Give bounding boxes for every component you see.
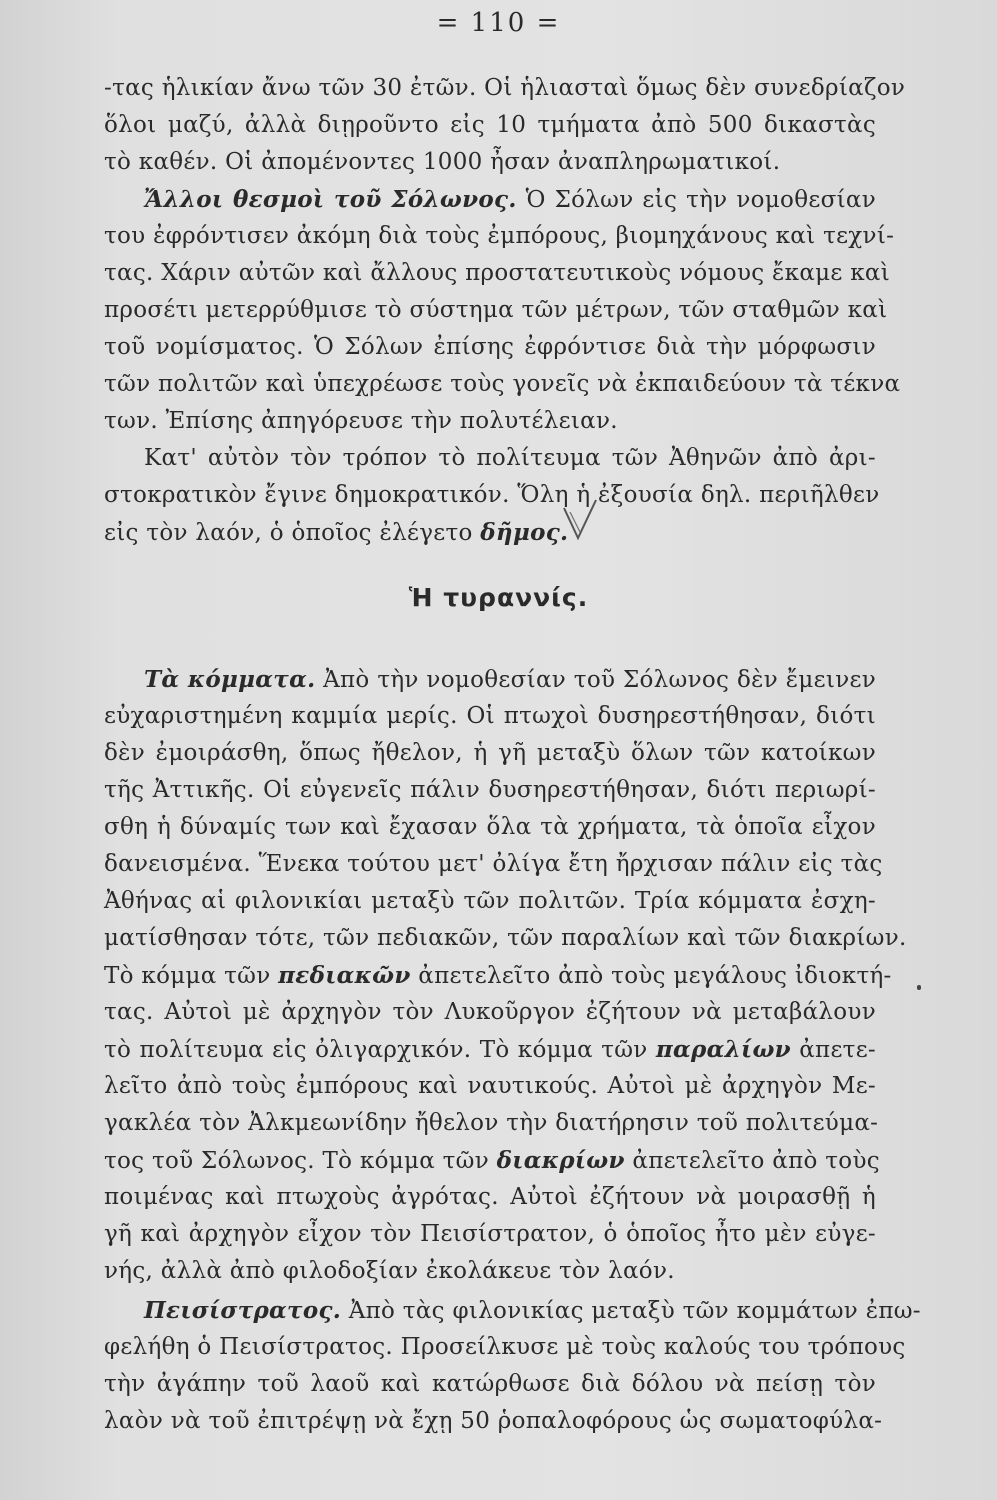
diakrion-pre: τος τοῦ Σόλωνος. Τὸ κόμμα τῶν: [104, 1148, 490, 1174]
text-line: ματίσθησαν τότε, τῶν πεδιακῶν, τῶν παραλίων καὶ τῶν διακρίων.: [104, 925, 907, 951]
text-line: ὅλοι μαζύ, ἀλλὰ διῃροῦντο εἰς 10 τμήματα ἀπὸ 500 δικαστὰς: [104, 112, 876, 138]
text-line: λεῖτο ἀπὸ τοὺς ἐμπόρους καὶ ναυτικούς. Αὐτοὶ μὲ ἀρχηγὸν Με-: [104, 1073, 876, 1099]
text-line: γῆ καὶ ἀρχηγὸν εἶχον τὸν Πεισίστρατον, ὁ ὁποῖος ἦτο μὲν εὐγε-: [104, 1221, 876, 1247]
solon-laws-first-line: [104, 181, 876, 218]
text-line: τας. Αὐτοὶ μὲ ἀρχηγὸν τὸν Λυκοῦργον ἐζήτουν νὰ μεταβάλουν: [104, 999, 876, 1025]
text-line: δὲν ἐμοιράσθη, ὅπως ἤθελον, ἡ γῆ μεταξὺ ὅλων τῶν κατοίκων: [104, 740, 876, 766]
text-line: του ἐφρόντισεν ἀκόμη διὰ τοὺς ἐμπόρους, βιομηχάνους καὶ τεχνί-: [104, 223, 895, 249]
pediakon-word: πεδιακῶν: [278, 962, 411, 989]
paralion-line: [104, 1031, 876, 1068]
peisistratos-first-text: Ἀπὸ τὰς φιλονικίας μεταξὺ τῶν κομμάτων ἐπω-: [348, 1298, 921, 1324]
text-line: δανεισμένα. Ἕνεκα τούτου μετ' ὀλίγα ἔτη ἤρχισαν πάλιν εἰς τὰς: [104, 851, 883, 877]
text-line: λαὸν νὰ τοῦ ἐπιτρέψῃ νὰ ἔχῃ 50 ῥοπαλοφόρους ὡς σωματοφύλα-: [104, 1408, 883, 1434]
text-line: των. Ἐπίσης ἀπηγόρευσε τὴν πολυτέλειαν.: [104, 408, 618, 434]
paralion-post: ἀπετε-: [799, 1037, 876, 1063]
ink-speck: [917, 985, 921, 990]
diakrion-word: διακρίων: [496, 1147, 625, 1174]
pediakon-post: ἀπετελεῖτο ἀπὸ τοὺς μεγάλους ἰδιοκτή-: [418, 963, 892, 989]
parties-first-line: [104, 661, 876, 698]
text-line: ποιμένας καὶ πτωχοὺς ἀγρότας. Αὐτοὶ ἐζήτουν νὰ μοιρασθῇ ἡ: [104, 1184, 876, 1210]
text-line: στοκρατικὸν ἔγινε δημοκρατικόν. Ὅλη ἡ ἐξουσία δηλ. περιῆλθεν: [104, 482, 880, 508]
parties-first-text: Ἀπὸ τὴν νομοθεσίαν τοῦ Σόλωνος δὲν ἔμεινεν: [323, 667, 876, 693]
top-paragraph: [104, 70, 906, 551]
democracy-last-text: εἰς τὸν λαόν, ὁ ὁποῖος ἐλέγετο: [104, 520, 473, 546]
diakrion-post: ἀπετελεῖτο ἀπὸ τοὺς: [632, 1148, 880, 1174]
text-line: σθη ἡ δύναμίς των καὶ ἔχασαν ὅλα τὰ χρήματα, τὰ ὁποῖα εἶχον: [104, 814, 876, 840]
diakrion-line: [104, 1142, 880, 1179]
text-line: Ἀθήνας αἱ φιλονικίαι μεταξὺ τῶν πολιτῶν. Τρία κόμματα ἐσχη-: [104, 888, 876, 914]
text-line: -τας ἡλικίαν ἄνω τῶν 30 ἐτῶν. Οἱ ἡλιασταὶ ὅμως δὲν συνεδρίαζον: [104, 75, 906, 101]
text-line: τοῦ νομίσματος. Ὁ Σόλων ἐπίσης ἐφρόντισε διὰ τὴν μόρφωσιν: [104, 334, 876, 360]
paralion-pre: τὸ πολίτευμα εἰς ὀλιγαρχικόν. Τὸ κόμμα τῶν: [104, 1037, 648, 1063]
text-line: Κατ' αὐτὸν τὸν τρόπον τὸ πολίτευμα τῶν Ἀθηνῶν ἀπὸ ἀρι-: [144, 445, 876, 471]
text-line: τας. Χάριν αὐτῶν καὶ ἄλλους προστατευτικοὺς νόμους ἔκαμε καὶ: [104, 260, 891, 286]
parties-heading: Τὰ κόμματα.: [144, 666, 316, 693]
text-line: εὐχαριστημένη καμμία μερίς. Οἱ πτωχοὶ δυσηρεστήθησαν, διότι: [104, 703, 876, 729]
demos-word: δῆμος.: [480, 519, 569, 546]
text-line: νής, ἀλλὰ ἀπὸ φιλοδοξίαν ἐκολάκευε τὸν λαόν.: [104, 1258, 675, 1284]
text-line: τὴν ἀγάπην τοῦ λαοῦ καὶ κατώρθωσε διὰ δόλου νὰ πείσῃ τὸν: [104, 1371, 876, 1397]
text-line: προσέτι μετερρύθμισε τὸ σύστημα τῶν μέτρων, τῶν σταθμῶν καὶ: [104, 297, 888, 323]
paralion-word: παραλίων: [655, 1036, 791, 1063]
handwritten-check-icon: [560, 498, 600, 542]
text-line: τῆς Ἀττικῆς. Οἱ εὐγενεῖς πάλιν δυσηρεστήθησαν, διότι περιωρί-: [104, 777, 876, 803]
solon-laws-heading: Ἄλλοι θεσμοὶ τοῦ Σόλωνος.: [144, 186, 517, 213]
text-line: τῶν πολιτῶν καὶ ὑπεχρέωσε τοὺς γονεῖς νὰ ἐκπαιδεύουν τὰ τέκνα: [104, 371, 901, 397]
text-line: φελήθη ὁ Πεισίστρατος. Προσείλκυσε μὲ τοὺς καλούς του τρόπους: [104, 1334, 906, 1360]
parties-paragraph: [104, 661, 921, 1440]
peisistratos-heading: Πεισίστρατος.: [144, 1297, 342, 1324]
section-title: Ἡ τυραννίς.: [408, 583, 589, 612]
text-line: τὸ καθέν. Οἱ ἀπομένοντες 1000 ἦσαν ἀναπληρωματικοί.: [104, 149, 781, 175]
page-number: = 110 =: [436, 8, 561, 38]
democracy-last-line: [104, 514, 876, 551]
solon-laws-first-text: Ὁ Σόλων εἰς τὴν νομοθεσίαν: [525, 187, 877, 213]
text-line: γακλέα τὸν Ἀλκμεωνίδην ἤθελον τὴν διατήρησιν τοῦ πολιτεύμα-: [104, 1110, 879, 1136]
peisistratos-first-line: [104, 1292, 921, 1329]
pediakon-line: [104, 957, 892, 994]
pediakon-pre: Τὸ κόμμα τῶν: [104, 963, 271, 989]
